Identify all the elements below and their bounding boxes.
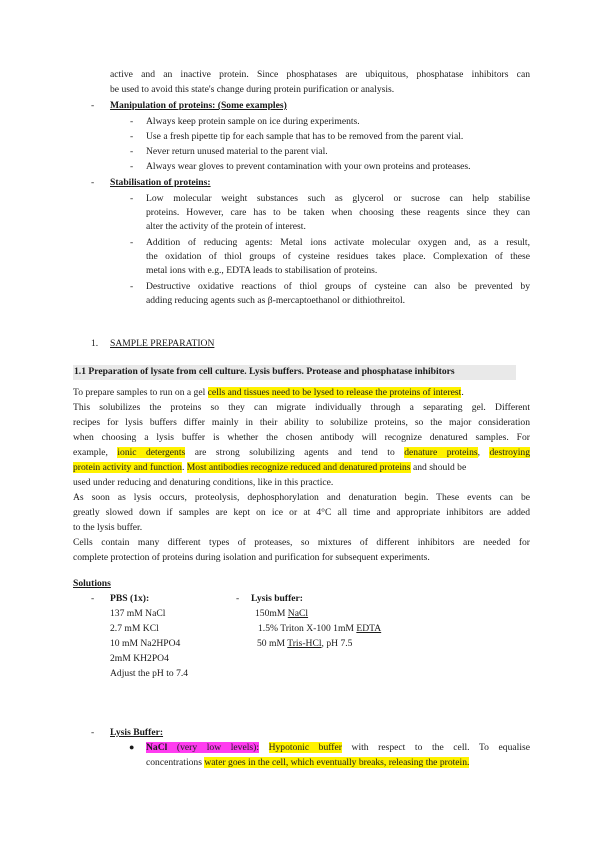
para1-line-1 — [73, 386, 530, 401]
manipulation-item: Never return unused material to the parent vial. — [146, 146, 328, 157]
stabilisation-heading: Stabilisation of proteins: — [110, 177, 211, 188]
lysis-line-3 — [257, 637, 352, 652]
para1-line-2: This solubilizes the proteins so they can migrate individually through a separating gel. Different — [73, 402, 530, 413]
para2-line: As soon as lysis occurs, proteolysis, dephosphorylation and denaturation begin. These events can be — [73, 492, 530, 503]
dash-bullet: - — [91, 100, 95, 111]
para3-line: complete protection of proteins during isolation and purification for subsequent experiments. — [73, 552, 430, 563]
subsection-heading: 1.1 Preparation of lysate from cell culture. Lysis buffers. Protease and phosphatase inhibitors — [73, 365, 516, 380]
text-run: . — [181, 462, 187, 473]
dash-bullet: - — [130, 193, 134, 204]
highlight-denature-proteins: denature proteins — [404, 447, 478, 458]
manipulation-item: Always keep protein sample on ice during experiments. — [146, 116, 360, 127]
round-bullet: ● — [129, 742, 135, 752]
stabilisation-item-2-line: the oxidation of thiol groups of cysteine residues takes place. Complexation of these — [146, 251, 530, 262]
edta-term: EDTA — [356, 623, 382, 634]
nacl-term: NaCl — [287, 608, 309, 619]
intro-line-2: be used to avoid this state's change during protein purification or analysis. — [110, 84, 395, 95]
lysis-line-2 — [258, 622, 381, 637]
para2-line: to the lysis buffer. — [73, 522, 143, 533]
highlight-protein-activity: protein activity and function — [73, 462, 182, 473]
highlight-destroying: destroying — [489, 447, 530, 458]
para1-line-6 — [73, 461, 530, 476]
dash-bullet: - — [130, 161, 134, 172]
lysis-buffer-line-2 — [146, 756, 469, 771]
pbs-line: 10 mM Na2HPO4 — [110, 638, 181, 649]
text-run: 50 mM — [257, 638, 288, 649]
dash-bullet: - — [130, 281, 134, 292]
stabilisation-item-2-line: Addition of reducing agents: Metal ions activate molecular oxygen and, as a result, — [146, 237, 530, 248]
dash-bullet: - — [130, 237, 134, 248]
pbs-line: Adjust the pH to 7.4 — [110, 668, 189, 679]
dash-bullet: - — [91, 177, 95, 188]
dash-bullet: - — [236, 593, 240, 604]
highlight-antibodies: Most antibodies recognize reduced and denatured proteins — [186, 462, 411, 473]
text-run: concentrations — [146, 757, 205, 768]
text-run: To prepare samples to run on a gel — [73, 387, 208, 398]
section-number: 1. — [91, 338, 99, 349]
stabilisation-item-1-line: proteins. However, care has to be taken when choosing these reagents since they can — [146, 207, 530, 218]
highlight-water-goes-in: water goes in the cell, which eventually breaks, releasing the protein. — [204, 757, 470, 768]
highlight-colon: : — [256, 742, 259, 753]
stabilisation-item-3-line: Destructive oxidative reactions of thiol groups of cysteine can also be prevented by — [146, 281, 530, 292]
dash-bullet: - — [130, 116, 134, 127]
highlight-ionic-detergents: ionic detergents — [117, 447, 186, 458]
pbs-line: 2mM KH2PO4 — [110, 653, 169, 664]
lysis-buffer-title: Lysis buffer: — [251, 593, 303, 604]
highlight-hypotonic-buffer: Hypotonic buffer — [268, 742, 342, 753]
pbs-line: 2.7 mM KCl — [110, 623, 159, 634]
lysis-buffer-heading: Lysis Buffer: — [110, 727, 164, 738]
para2-line: greatly slowed down if samples are kept on ice or at 4°C all time and appropriate inhibitors are added — [73, 507, 530, 518]
text-run: example, — [73, 447, 118, 458]
para1-line-7: used under reducing and denaturing conditions, like in this practice. — [73, 477, 334, 488]
tris-hcl-term: Tris-HCl — [287, 638, 322, 649]
text-run: . — [461, 387, 464, 398]
dash-bullet: - — [130, 131, 134, 142]
dash-bullet: - — [130, 146, 134, 157]
lysis-line-1 — [255, 607, 308, 622]
text-run: , — [477, 447, 490, 458]
intro-line-1: active and an inactive protein. Since phosphatases are ubiquitous, phosphatase inhibitors can — [110, 69, 530, 80]
stabilisation-item-3-line: adding reducing agents such as β-mercaptoethanol or dithiothreitol. — [146, 295, 406, 306]
para3-line: Cells contain many different types of proteases, so mixtures of different inhibitors are needed for — [73, 537, 530, 548]
dash-bullet: - — [91, 727, 95, 738]
text-run: 150mM — [255, 608, 288, 619]
text-run: 1.5% Triton X-100 1mM — [258, 623, 357, 634]
lysis-buffer-line-1 — [146, 741, 530, 756]
text-run: are strong solubilizing agents and tend to — [185, 447, 405, 458]
text-run: with respect to the cell. To equalise — [341, 742, 530, 753]
manipulation-item: Use a fresh pipette tip for each sample that has to be removed from the parent vial. — [146, 131, 464, 142]
para1-line-4: when choosing a lysis buffer is whether the chosen antibody will recognize denatured samples. For — [73, 432, 530, 443]
highlight-nacl: NaCl — [146, 742, 168, 753]
dash-bullet: - — [91, 593, 95, 604]
stabilisation-item-1-line: alter the activity of the protein of interest. — [146, 221, 306, 232]
highlight-very-low-levels: (very low levels) — [167, 742, 257, 753]
manipulation-heading: Manipulation of proteins: (Some examples) — [110, 100, 287, 111]
highlight-lyse-cells: cells and tissues need to be lysed to release the proteins of interest — [207, 387, 462, 398]
para1-line-3: recipes for lysis buffers differ mainly in their ability to solubilize proteins, so the major consideration — [73, 417, 530, 428]
manipulation-item: Always wear gloves to prevent contamination with your own proteins and proteases. — [146, 161, 471, 172]
pbs-title: PBS (1x): — [110, 593, 150, 604]
section-title: SAMPLE PREPARATION — [110, 338, 215, 349]
para1-line-5 — [73, 446, 530, 461]
stabilisation-item-1-line: Low molecular weight substances such as glycerol or sucrose can help stabilise — [146, 193, 530, 204]
text-run: and should be — [410, 462, 467, 473]
stabilisation-item-2-line: metal ions with e.g., EDTA leads to stabilisation of proteins. — [146, 265, 378, 276]
solutions-heading: Solutions — [73, 578, 111, 589]
text-run: , pH 7.5 — [321, 638, 353, 649]
pbs-line: 137 mM NaCl — [110, 608, 166, 619]
text-run — [259, 742, 269, 753]
